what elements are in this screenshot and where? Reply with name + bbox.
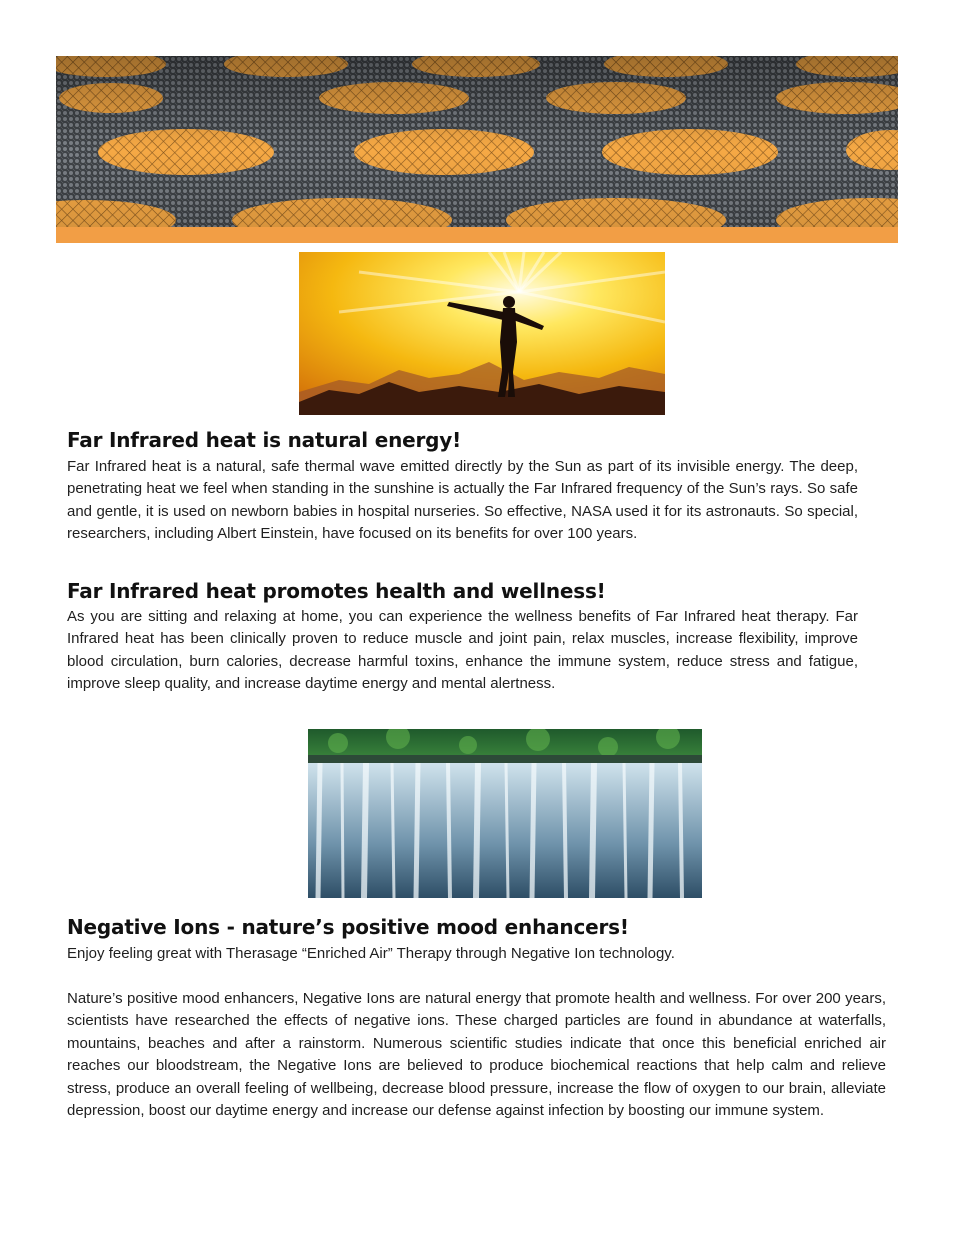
section-body-health: As you are sitting and relaxing at home, you can experience the wellness benefits of Far Infrared heat therapy. Far Infrared heat has been clinically proven to reduce muscle and joint pain, relax muscles, increase flexibility, improve blood circulation, burn calories, decrease harmful toxins, enhance the immune system, reduce stress and fatigue, improve sleep quality, and increase daytime energy and mental alertness. (67, 608, 858, 693)
sunrise-silhouette-photo (299, 252, 665, 415)
section-heading-health: Far Infrared heat promotes health and wellness! (67, 579, 606, 603)
section-heading-negative-ions: Negative Ions - nature’s positive mood enhancers! (67, 915, 629, 939)
waterfall-photo (308, 729, 702, 898)
section-intro-negative-ions: Enjoy feeling great with Therasage “Enriched Air” Therapy through Negative Ion technology. (67, 945, 675, 962)
section-heading-far-infrared: Far Infrared heat is natural energy! (67, 428, 462, 452)
mesh-mat-photo (56, 56, 898, 243)
section-body-negative-ions: Nature’s positive mood enhancers, Negative Ions are natural energy that promote health and wellness. For over 200 years, scientists have researched the effects of negative ions. These charged particles are found in abundance at waterfalls, mountains, beaches and after a rainstorm. Numerous scientific studies indicate that once this beneficial enriched air reaches our bloodstream, the Negative Ions are believed to produce biochemical reactions that help calm and relieve stress, produce an overall feeling of wellbeing, decrease blood pressure, increase the flow of oxygen to our brain, alleviate depression, boost our daytime energy and increase our defense against infection by boosting our immune system. (67, 990, 886, 1120)
section-body-far-infrared: Far Infrared heat is a natural, safe thermal wave emitted directly by the Sun as part of its invisible energy. The deep, penetrating heat we feel when standing in the sunshine is actually the Far Infrared frequency of the Sun’s rays. So safe and gentle, it is used on newborn babies in hospital nurseries. So effective, NASA used it for its astronauts. So special, researchers, including Albert Einstein, have focused on its benefits for over 100 years. (67, 458, 858, 543)
